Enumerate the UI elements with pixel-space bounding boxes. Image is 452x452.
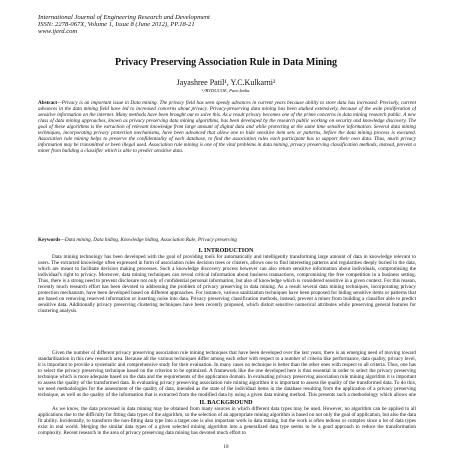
paper-title: Privacy Preserving Association Rule in Data Mining bbox=[114, 57, 338, 68]
keywords-text: —Data mining, Data hiding, Knowledge hiding, Association Rule, Privacy preserving bbox=[60, 237, 237, 243]
background-paragraph-1: As we know, the data processed in data mining may be obtained from many sources in which different data types may be used. However, no algorithm can be applied to all applications due to the difficulty for fitting data types of the algorithm, so the selection of an appropriate mining algorithm is based on not only the goal of application, but also the data fit ability. Incidentally, to transform the non-fitting data type into a target one is also important work in data mining, but the work is often tedious or complex since a lot of data types exist in real world. Merging the similar data types of a given selected mining algorithm into a generalized data type seems to be a good approach to reduce the transformation complexity. Recent research in the area of privacy preserving data mining has devoted much effort to bbox=[38, 406, 416, 437]
introduction-paragraph-1: Data mining technology has been developed with the goal of providing tools for automatically and intelligently transforming large amount of data in knowledge relevant to users. The extracted knowledge often expressed in form of association rules decision trees or clusters, allows one to find interesting patterns and regularities deeply buried in the data, which are meant to facilitate decision making processes. Such a knowledge discovery process however can also return sensitive information about individuals, compromising the individual's right to privacy. Moreover, data mining techniques can reveal critical information about business transactions, compromising the free competition in a business setting. Thus, there is a strong need to prevent disclosure not only of confidential personal information, but also of knowledge which is considered sensitive in a given context. For this reason, recently much research effort has been devoted to addressing the problem of privacy preserving in data mining. As a result several data mining techniques, incorporating privacy protection mechanism, have been developed based on different approaches. For instance, various sanitization techniques have been proposed for hiding sensitive items or patterns that are based on removing reserved information or inserting noise into data. Privacy preserving classification methods, instead, prevent a miner from building a classifier able to predict sensitive data. Additionally privacy preserving clustering techniques have been recently proposed, which distort sensitive numerical attributes while preserving general features for clustering analysis. bbox=[38, 254, 416, 315]
paper-authors: Jayashree Patil¹, Y.C.Kulkarni² bbox=[176, 78, 276, 87]
journal-header bbox=[38, 14, 418, 36]
section-heading-introduction: I. INTRODUCTION bbox=[198, 247, 254, 254]
journal-website[interactable]: www.ijerd.com bbox=[38, 28, 78, 36]
keywords bbox=[38, 237, 416, 243]
section-heading-background: II. BACKGROUND bbox=[199, 399, 253, 406]
introduction-paragraph-2: Given the number of different privacy preserving association rule mining techniques that have been developed over the last years, there is an emerging need of moving toward standardization in this new research area. Because all the various techniques differ among each other with respect to a number of criteria like performance, data quality, privacy level, it is important to provide a systematic and comprehensive study for their evaluation. In many cases no technique is better than the other ones with respect to all criteria. Thus, one has to select the privacy preserving technique based on the criterion to be optimized. A framework like the one developed here is thus essential in order to select the privacy preserving technique which is more adequate based on the data and the requirements of the application domain. In evaluating privacy preserving association rule mining algorithm it is important to assess the quality of the transformed data. In evaluating privacy preserving association rule mining algorithm it is important to assess the quality of the transformed data. To do this, we need methodologies for the assessment of the quality of data, intended as the state of the individual items in the database resulting from the application of a privacy preserving technique, as well as the quality of the information that is extracted from the modified data by using a given data mining method. This presents such a methodology which allows one bbox=[38, 350, 416, 398]
author-affiliation: ¹,²BVDUCOE, Pune,India. bbox=[201, 88, 251, 93]
abstract-label: Abstract bbox=[38, 100, 58, 106]
abstract-text: —Privacy is an important issue in Data mining. The privacy field has seen speedy advances in current years because ability to store data has increased. Precisely, current advances in the data mining field have led to increased concerns about privacy. Privacy-preserving data mining has been studied extensively, because of the wide proliferation of sensitive information on the internet. Many methods have been brought out to solve this. As a result privacy becomes one of the prime concerns in data mining research public. A new class of data mining approaches, known as privacy preserving data mining algorithms, has been developed by the research public working on security and knowledge discovery. The goal of these algorithms is the extraction of relevant knowledge from large amount of digital data and while protecting at the same time sensitive information. Several data mining techniques, incorporating privacy protection mechanisms, have been advanced that allow one to hide sensitive item sets or patterns, before the data mining process is executed. Association rule mining helps to preserve the confidentiality of each database, to find the association rules each participant has to support their own data. Thus, much privacy information may be transmitted or been illegal used. Association rule mining is one of the vital problems in data mining, privacy preserving classification methods, instead, prevent a miner from building a classifier which is able to predict sensitive data. bbox=[38, 100, 416, 155]
page-number: 18 bbox=[223, 444, 229, 450]
keywords-label: Keywords bbox=[38, 237, 61, 243]
abstract bbox=[38, 100, 416, 240]
journal-name: International Journal of Engineering Research and Development bbox=[38, 14, 210, 21]
issn-line: ISSN: 2278-067X, Volume 1, Issue 8 (June 2012), PP.18-21 bbox=[38, 21, 195, 29]
